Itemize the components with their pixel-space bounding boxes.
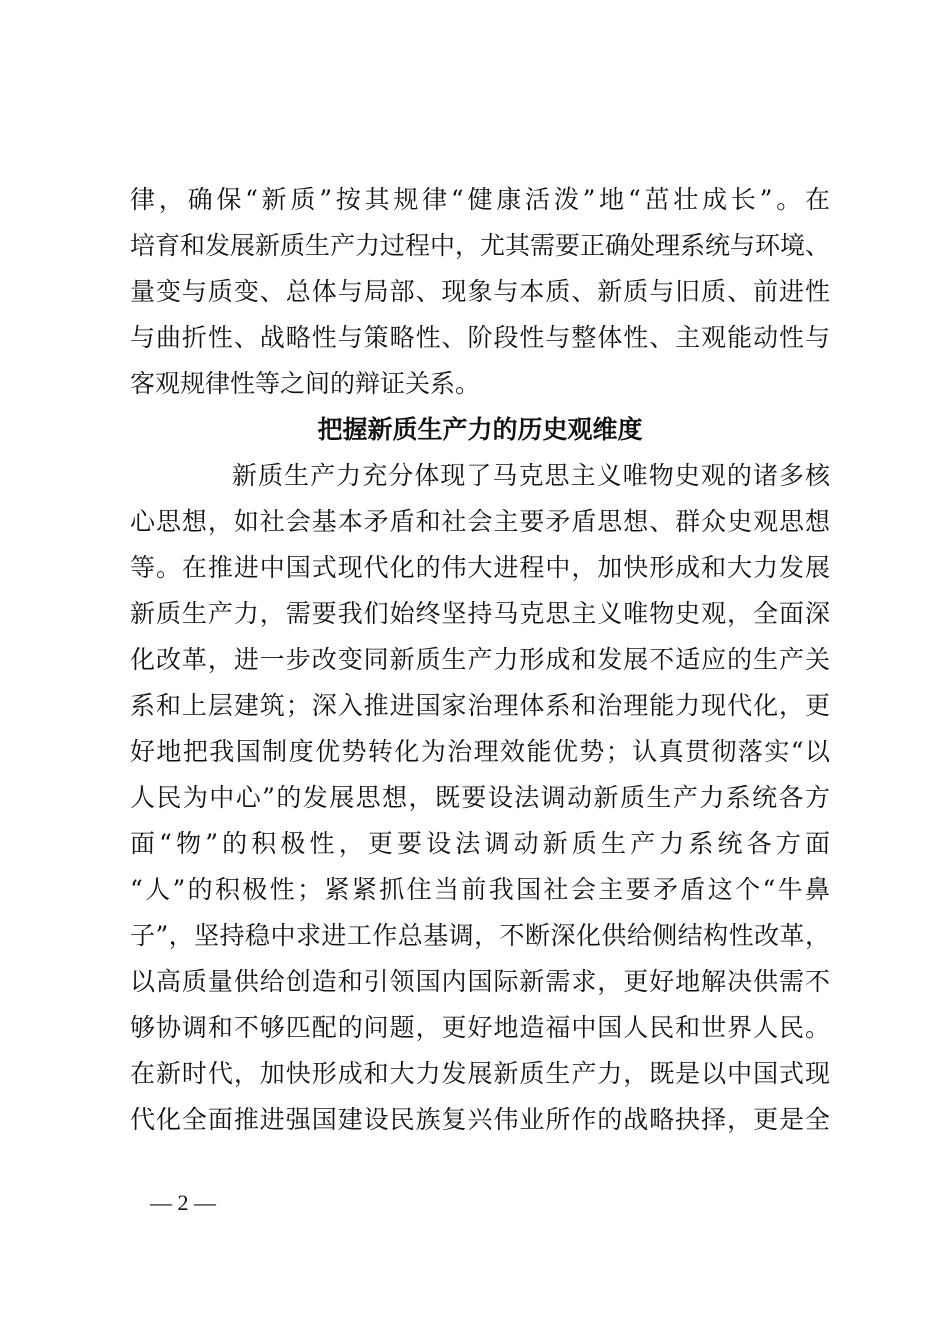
text-line: 心思想，如社会基本矛盾和社会主要矛盾思想、群众史观思想 (130, 507, 830, 536)
paragraph-1 (130, 177, 830, 407)
text-line: 代化全面推进强国建设民族复兴伟业所作的战略抉择，更是全 (130, 1105, 830, 1134)
text-line: 律，确保“新质”按其规律“健康活泼”地“茁壮成长”。在 (130, 185, 830, 214)
page-number: — 2 — (150, 1190, 216, 1215)
text-line: 客观规律性等之间的辩证关系。 (130, 369, 481, 398)
text-line: 新质生产力，需要我们始终坚持马克思主义唯物史观，全面深 (130, 599, 830, 628)
text-line: 系和上层建筑；深入推进国家治理体系和治理能力现代化，更 (130, 691, 830, 720)
paragraph-2 (130, 453, 830, 1143)
section-heading: 把握新质生产力的历史观维度 (317, 415, 643, 444)
text-line: 化改革，进一步改变同新质生产力形成和发展不适应的生产关 (130, 645, 830, 674)
document-body (130, 177, 830, 1143)
text-line: 子”，坚持稳中求进工作总基调，不断深化供给侧结构性改革， (130, 921, 830, 950)
text-line: 等。在推进中国式现代化的伟大进程中，加快形成和大力发展 (130, 553, 830, 582)
text-line: 量变与质变、总体与局部、现象与本质、新质与旧质、前进性 (130, 277, 830, 306)
text-line: 培育和发展新质生产力过程中，尤其需要正确处理系统与环境、 (130, 231, 831, 260)
text-line: 面“物”的积极性，更要设法调动新质生产力系统各方面 (130, 829, 830, 858)
text-line: 以高质量供给创造和引领国内国际新需求，更好地解决供需不 (130, 967, 830, 996)
text-line: “人”的积极性；紧紧抓住当前我国社会主要矛盾这个“牛鼻 (130, 875, 830, 904)
text-line: 在新时代，加快形成和大力发展新质生产力，既是以中国式现 (130, 1059, 830, 1088)
text-line: 人民为中心”的发展思想，既要设法调动新质生产力系统各方 (130, 783, 830, 812)
text-line: 好地把我国制度优势转化为治理效能优势；认真贯彻落实“以 (130, 737, 830, 766)
text-line: 够协调和不够匹配的问题，更好地造福中国人民和世界人民。 (130, 1013, 830, 1042)
text-line: 与曲折性、战略性与策略性、阶段性与整体性、主观能动性与 (130, 323, 830, 352)
text-line: 新质生产力充分体现了马克思主义唯物史观的诸多核 (232, 461, 830, 490)
